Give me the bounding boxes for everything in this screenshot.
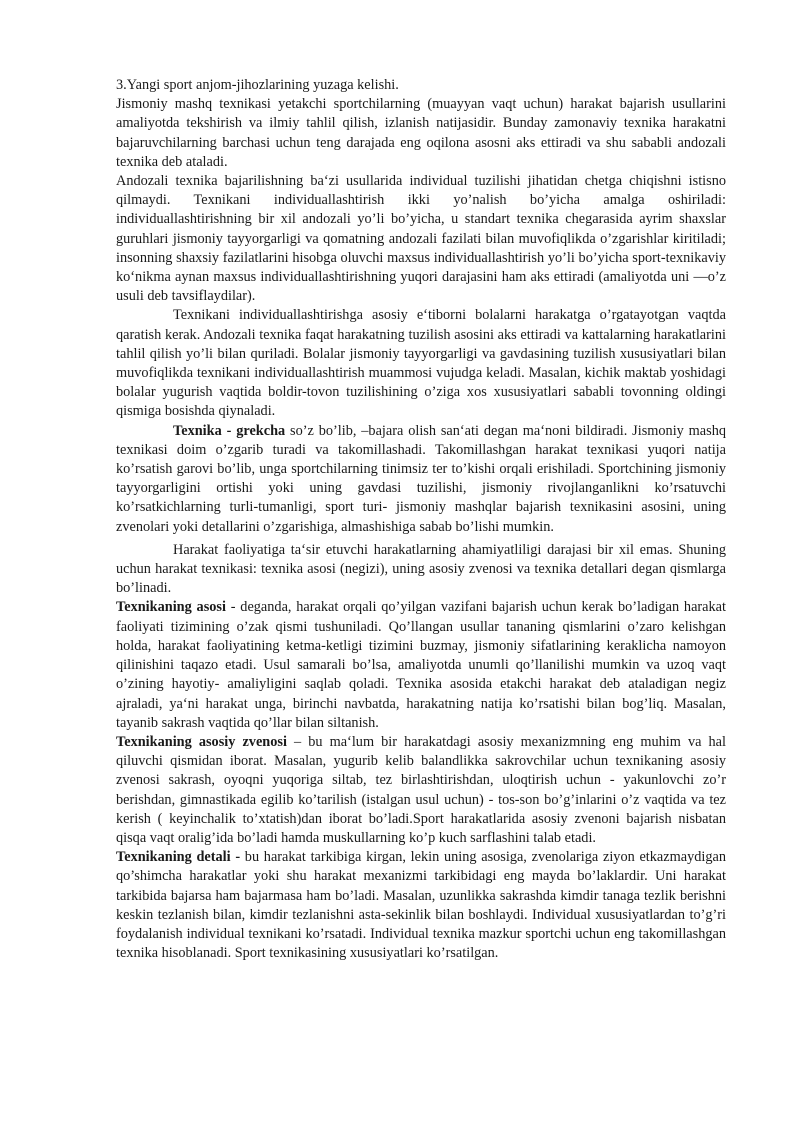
paragraph-main-link (116, 733, 726, 848)
paragraph-individualization: Andozali texnika bajarilishning ba‘zi usullarida individual tuzilishi jihatidan chetga chiqishni istisno qilmaydi. Texnikani individuallashtirish ikki yo’nalish bo’yicha amalga oshiriladi: individuallashtirishning bir xil andozali yo’li bo’yicha, u standart texnika chegarasida ayrim shaxslar guruhlari jismoniy tayyorgarligi va qomatning andozali fazilati bilan muvofiqlikda o’zgarishlar kiritiladi; insonning shaxsiy fazilatlarini hisobga oluvchi maxsus individuallashtirish yo’li bo’yicha sport-texnikaviy ko‘nikma aynan maxsus individuallashtirishning yuqori darajasini ham aks ettiradi (amaliyotda uni —o’z usuli deb tavsiflaydilar). (116, 173, 726, 305)
term-texnika: Texnika - grekcha (173, 422, 286, 439)
document-page (116, 76, 726, 963)
paragraph-technique-definition (116, 422, 726, 537)
paragraph-text: - deganda, harakat orqali qo’yilgan vazifani bajarish uchun kerak bo’ladigan harakat faoliyati tizimining o’zak qismi tushuniladi. Qo’llangan usullar tananing qismlarini o’zaro kelishgan holda, harakat faoliyatining ketma-ketligi tizimini buzmay, jismoniy sifatlarining keraklicha namoyon qilinishini taqazo etadi. Usul samarali bo’lsa, amaliyotda unumli qo’llanilishi mumkin va uzoq vaqt o’zining hayotiy- amaliyligini saqlab qoladi. Texnika asosida etakchi harakat deb ataladigan negiz ajraladi, ya‘ni harakat unga, birinchi navbatda, harakatning natija ko’rsatishi bilan bog’liq. Masalan, tayanib sakrash vaqtida qo’llar bilan siltanish. (116, 599, 726, 731)
term-detail: Texnikaning detali - (116, 849, 241, 866)
paragraph-parts: Harakat faoliyatiga ta‘sir etuvchi harakatlarning ahamiyatliligi darajasi bir xil emas. Shuning uchun harakat texnikasi: texnika asosi (negizi), uning asosiy zvenosi va texnika detallari degan qismlarga bo’linadi. (116, 541, 726, 597)
paragraph-basis (116, 598, 726, 732)
paragraph-text: so’z bo’lib, –bajara olish san‘ati degan ma‘noni bildiradi. Jismoniy mashq texnikasi doim o’zgarib turadi va takomillashadi. Takomillashgan harakat texnikasi yuqori natija ko’rsatish garovi bo’lib, unga sportchilarning tinimsiz ter to’kishi orqali erishiladi. Sportchining jismoniy tayyorgarligini ortishi yoki uning gavdasi tuzilishi, jismoniy rivojlanganlikni ko’rsatuvchi ko’rsatkichlarning turli-tumanligi, sport turi- jismoniy mashqlar bajarish texnikasini asosini, uning zvenolari yoki detallarini o’zgarishiga, almashishiga sabab bo’lishi mumkin. (116, 422, 726, 535)
paragraph-children: Texnikani individuallashtirishga asosiy e‘tiborni bolalarni harakatga o’rgatayotgan vaqtda qaratish kerak. Andozali texnika faqat harakatning tuzilish asosini aks ettiradi va kattalarning harakatlarini tahlil qilish yo’li bilan quriladi. Bolalar jismoniy tayyorgarligi va gavdasining tuzilish xususiyatlari bilan muvofiqlikda texnikani individuallashtirish muammosi vujudga keladi. Masalan, kichik maktab yoshidagi bolalar yugurish vaqtida boldir-tovon tuzilishining o’ziga xos xususiyatlari sababli tovonning oldingi qismiga bosishda qiynaladi. (116, 307, 726, 420)
paragraph-detail (116, 848, 726, 963)
paragraph-technique-intro: Jismoniy mashq texnikasi yetakchi sportchilarning (muayyan vaqt uchun) harakat bajarish usullarini amaliyotda tekshirish va ilmiy tahlil qilish, izlanish natijasidir. Bunday zamonaviy texnika harakatni bajaruvchilarning barchasi uchun teng darajada eng oqilona asosni aks ettiradi va shu sababli andozali texnika deb ataladi. (116, 96, 726, 170)
term-basis: Texnikaning asosi (116, 599, 226, 616)
paragraph-heading: 3.Yangi sport anjom-jihozlarining yuzaga kelishi. (116, 77, 399, 93)
term-main-link: Texnikaning asosiy zvenosi (116, 733, 287, 750)
paragraph-text: bu harakat tarkibiga kirgan, lekin uning asosiga, zvenolariga ziyon etkazmaydigan qo’shimcha harakatlar yoki shu harakat mexanizmi tarkibidagi eng mayda bo’laklardir. Uni harakat tarkibida bajarsa ham bajarmasa ham bo’ladi. Masalan, uzunlikka sakrashda kimdir tanaga tezlik berishni keskin tezlanish bilan, kimdir tezlanishni asta-sekinlik bilan boshlaydi. Individual xususiyatlardan to’g’ri foydalanish individual texnikani ko’rsatadi. Individual texnika mazkur sportchi uchun eng takomillashgan texnika hisoblanadi. Sport texnikasining xususiyatlari ko’rsatilgan. (116, 849, 726, 962)
paragraph-text: – bu ma‘lum bir harakatdagi asosiy mexanizmning eng muhim va hal qiluvchi qismidan iborat. Masalan, yugurib kelib balandlikka sakrovchilar uchun texnikaning asosiy zvenosi sakrash, oyoqni yuqoriga siltab, tez birlashtirishdan, uloqtirish uchun - yakunlovchi zo’r berishdan, gimnastikada egilib ko’tarilish (istalgan usul uchun) - tos-son bo’g’inlarini o’z vaqtida va tez kerish ( keyinchalik to’xtatish)dan iborat bo’ladi.Sport harakatlarida asosiy zvenoni bajarish nisbatan qisqa vaqt oralig’ida bo’ladi hamda muskullarning ko’p kuch sarflashini talab etadi. (116, 733, 726, 846)
